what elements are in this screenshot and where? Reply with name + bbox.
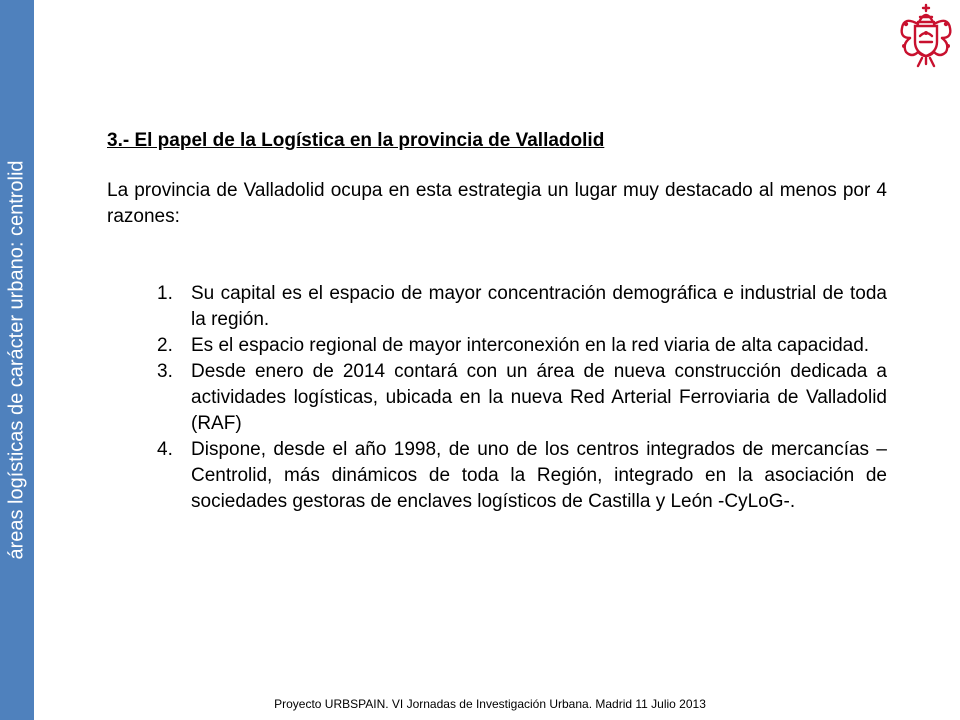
list-item-text: Desde enero de 2014 contará con un área de nueva construcción dedicada a actividades logísticas, ubicada en la nueva Red Arterial Ferroviaria de Valladolid (RAF) xyxy=(191,361,887,434)
side-title-bar xyxy=(0,0,34,720)
list-item xyxy=(157,359,887,437)
list-item xyxy=(157,281,887,333)
list-item xyxy=(157,333,887,359)
slide-content xyxy=(107,128,887,515)
list-item-number: 4. xyxy=(157,439,173,460)
list-item-number: 1. xyxy=(157,283,173,304)
section-title: 3.- El papel de la Logística en la provincia de Valladolid xyxy=(107,130,605,151)
list-item-text: Dispone, desde el año 1998, de uno de los centros integrados de mercancías –Centrolid, más dinámicos de toda la Región, integrado en la asociación de sociedades gestoras de enclaves logísticos de Castilla y León -CyLoG-. xyxy=(191,439,887,512)
side-title: áreas logísticas de carácter urbano: centrolid xyxy=(5,160,28,560)
list-item xyxy=(157,437,887,515)
footer-text: Proyecto URBSPAIN. VI Jornadas de Investigación Urbana. Madrid 11 Julio 2013 xyxy=(274,697,706,711)
list-item-number: 3. xyxy=(157,361,173,382)
list-item-text: Es el espacio regional de mayor interconexión en la red viaria de alta capacidad. xyxy=(191,335,870,356)
intro-paragraph: La provincia de Valladolid ocupa en esta estrategia un lugar muy destacado al menos por 4 razones: xyxy=(107,180,887,227)
list-item-text: Su capital es el espacio de mayor concentración demográfica e industrial de toda la región. xyxy=(191,283,887,330)
university-crest-icon xyxy=(894,2,958,68)
list-item-number: 2. xyxy=(157,335,173,356)
reasons-list xyxy=(107,281,887,515)
